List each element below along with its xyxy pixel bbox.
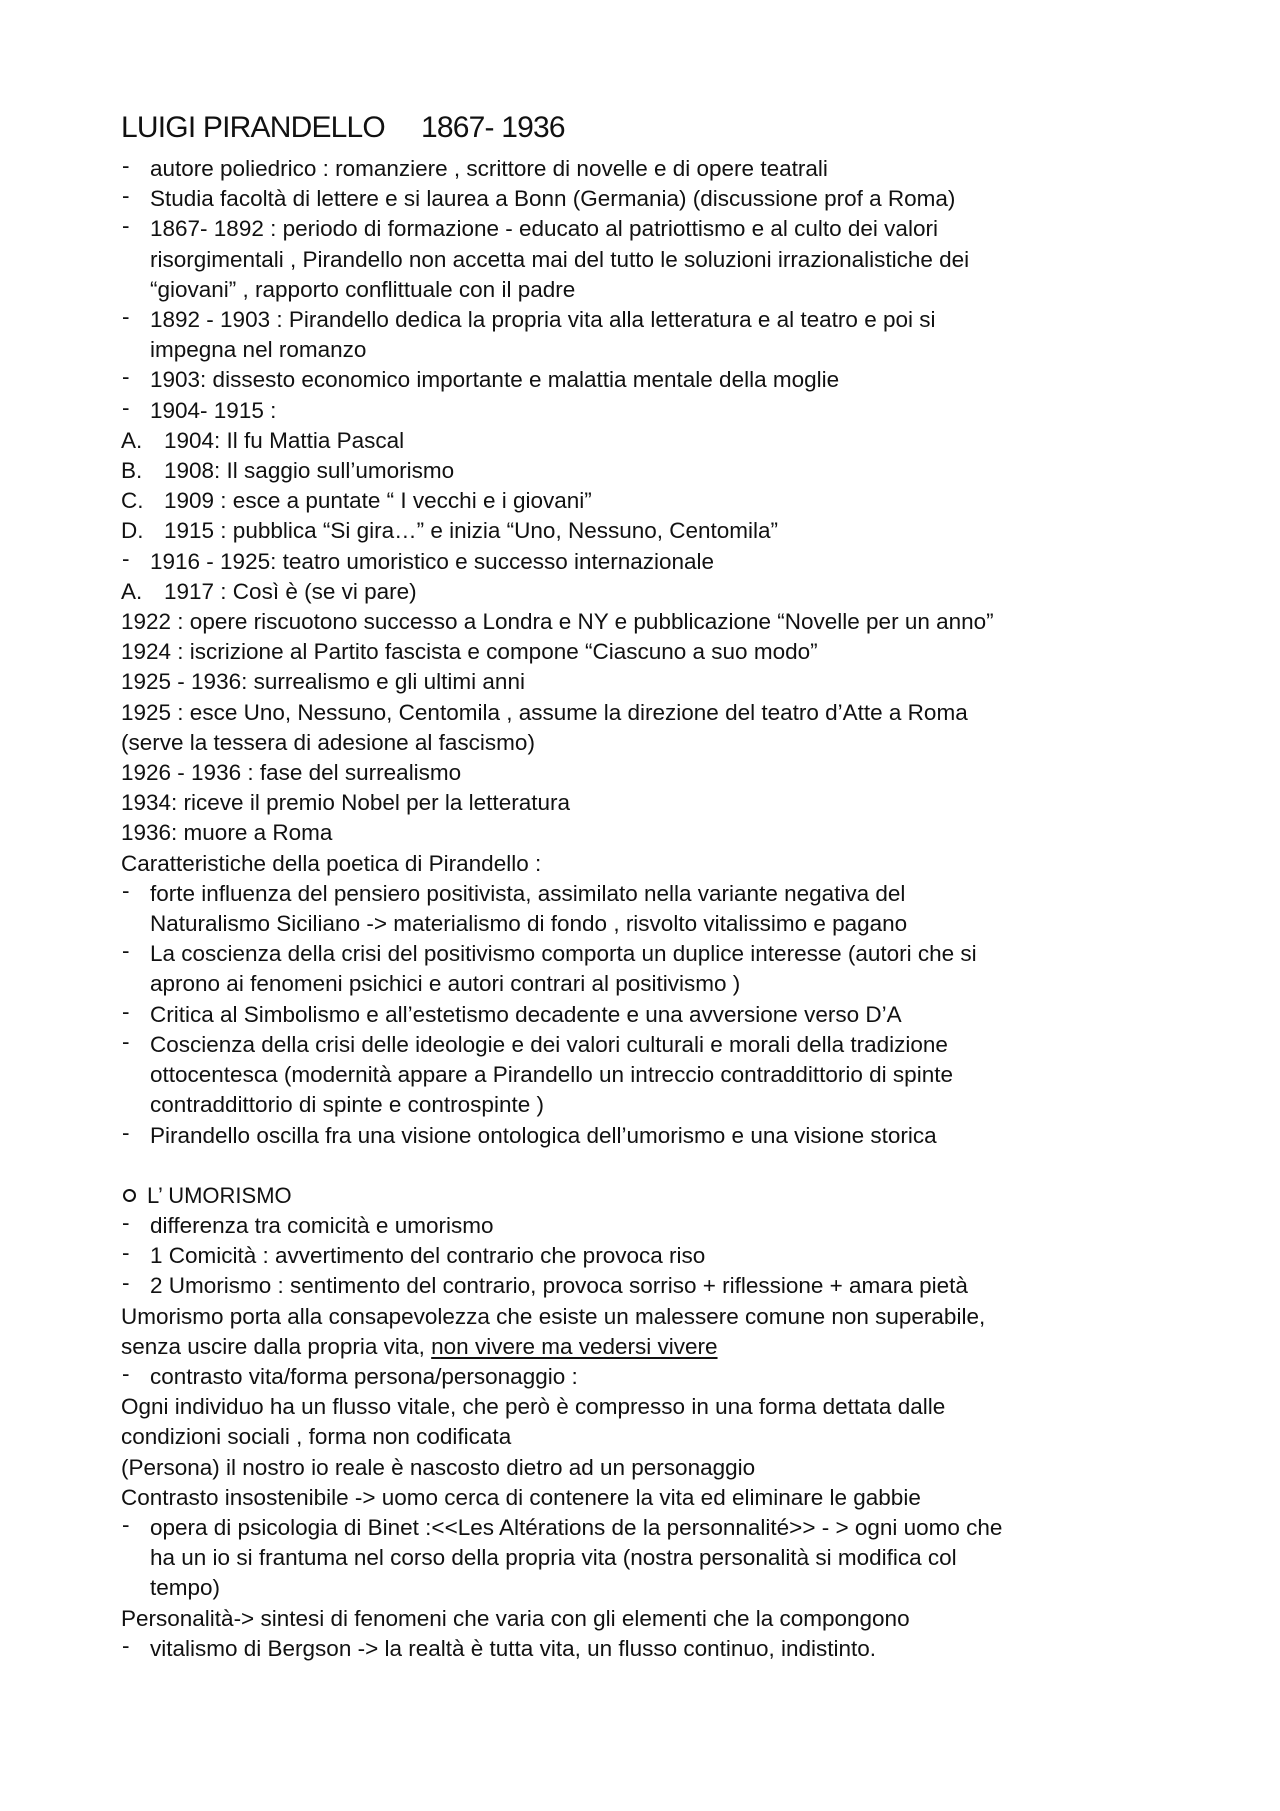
list-item-continuation: impegna nel romanzo <box>150 337 367 363</box>
list-item: - Coscienza della crisi delle ideologie e dei valori culturali e morali della tradizione <box>122 1028 948 1057</box>
list-item: - La coscienza della crisi del positivismo comporta un duplice interesse (autori che si <box>122 938 977 967</box>
dash-bullet: - <box>122 1511 130 1537</box>
section-spacer <box>121 1151 1181 1181</box>
dash-bullet: - <box>122 1360 130 1386</box>
dash-bullet: - <box>122 1240 130 1266</box>
list-item: - differenza tra comicità e umorismo <box>122 1209 494 1238</box>
list-item-continuation: ottocentesca (modernità appare a Pirandello un intreccio contraddittorio di spinte <box>150 1062 953 1088</box>
list-item: - Critica al Simbolismo e all’estetismo decadente e una avversione verso D’A <box>122 998 902 1027</box>
letter-marker: C. <box>121 488 144 514</box>
page-title <box>121 110 1181 146</box>
text-line: Umorismo porta alla consapevolezza che esiste un malessere comune non superabile, <box>121 1303 986 1329</box>
dash-bullet: - <box>122 394 130 420</box>
list-item: - Pirandello oscilla fra una visione ontologica dell’umorismo e una visione storica <box>122 1119 937 1148</box>
text-line: 1936: muore a Roma <box>121 820 333 846</box>
text-line: 1924 : iscrizione al Partito fascista e compone “Ciascuno a suo modo” <box>121 639 818 665</box>
list-item: - 1867- 1892 : periodo di formazione - educato al patriottismo e al culto dei valori <box>122 213 938 242</box>
text-line: senza uscire dalla propria vita, non vivere ma vedersi vivere <box>121 1333 718 1359</box>
text-line: 1922 : opere riscuotono successo a Londra e NY e pubblicazione “Novelle per un anno” <box>121 609 994 635</box>
text-line: (serve la tessera di adesione al fascismo) <box>121 729 535 755</box>
list-item: - 1892 - 1903 : Pirandello dedica la propria vita alla letteratura e al teatro e poi si <box>122 304 936 333</box>
letter-marker: A. <box>121 578 143 604</box>
letter-marker: A. <box>121 427 143 453</box>
list-item: - opera di psicologia di Binet :<<Les Altérations de la personnalité>> - > ogni uomo che <box>122 1511 1003 1540</box>
list-item: - autore poliedrico : romanziere , scrittore di novelle e di opere teatrali <box>122 153 828 181</box>
list-item: - 1916 - 1925: teatro umoristico e successo internazionale <box>122 545 715 574</box>
text-line: 1925 - 1936: surrealismo e gli ultimi anni <box>121 669 525 695</box>
dash-bullet: - <box>122 938 130 964</box>
lettered-item: B. 1908: Il saggio sull’umorismo <box>121 456 1181 486</box>
dash-bullet: - <box>122 364 130 390</box>
section-heading: L’ UMORISMO <box>121 1181 1181 1211</box>
lettered-item: A. 1917 : Così è (se vi pare) <box>121 577 1181 607</box>
list-item: - forte influenza del pensiero positivista, assimilato nella variante negativa del <box>122 877 906 906</box>
dash-bullet: - <box>122 183 130 209</box>
dash-bullet: - <box>122 545 130 571</box>
list-item-continuation: aprono ai fenomeni psichici e autori contrari al positivismo ) <box>150 971 741 997</box>
text-line: condizioni sociali , forma non codificata <box>121 1424 512 1450</box>
text-line: 1925 : esce Uno, Nessuno, Centomila , assume la direzione del teatro d’Atte a Roma <box>121 699 968 725</box>
dash-bullet: - <box>122 153 130 178</box>
underlined-phrase: non vivere ma vedersi vivere <box>431 1333 718 1359</box>
dash-bullet: - <box>122 877 130 903</box>
dash-bullet: - <box>122 998 130 1024</box>
circle-bullet-icon <box>123 1189 136 1202</box>
dash-bullet: - <box>122 1119 130 1145</box>
list-item: - 1 Comicità : avvertimento del contrario che provoca riso <box>122 1240 706 1269</box>
letter-marker: B. <box>121 458 143 484</box>
lettered-item: A. 1904: Il fu Mattia Pascal <box>121 426 1181 456</box>
dash-bullet: - <box>122 1270 130 1296</box>
text-line: Contrasto insostenibile -> uomo cerca di contenere la vita ed eliminare le gabbie <box>121 1484 921 1510</box>
title-name: LUIGI PIRANDELLO <box>121 111 385 144</box>
list-item: - 1903: dissesto economico importante e malattia mentale della moglie <box>122 364 840 393</box>
list-item-continuation: tempo) <box>150 1575 221 1601</box>
dash-bullet: - <box>122 1028 130 1054</box>
list-item-continuation: Naturalismo Siciliano -> materialismo di fondo , risvolto vitalissimo e pagano <box>150 911 908 937</box>
list-item: - contrasto vita/forma persona/personaggio : <box>122 1360 578 1389</box>
dash-bullet: - <box>122 1632 130 1658</box>
dash-bullet: - <box>122 304 130 330</box>
list-item: - 2 Umorismo : sentimento del contrario, provoca sorriso + riflessione + amara pietà <box>122 1270 968 1299</box>
document-page <box>121 110 1181 1664</box>
list-item-continuation: “giovani” , rapporto conflittuale con il padre <box>150 276 576 302</box>
list-item: - 1904- 1915 : <box>122 394 277 423</box>
list-item-continuation: risorgimentali , Pirandello non accetta mai del tutto le soluzioni irrazionalistiche dei <box>150 246 970 272</box>
list-item: - Studia facoltà di lettere e si laurea a Bonn (Germania) (discussione prof a Roma) <box>122 183 956 212</box>
text-line: Personalità-> sintesi di fenomeni che varia con gli elementi che la compongono <box>121 1605 910 1631</box>
text-line: Ogni individuo ha un flusso vitale, che però è compresso in una forma dettata dalle <box>121 1394 946 1420</box>
dash-bullet: - <box>122 213 130 239</box>
text-line: (Persona) il nostro io reale è nascosto dietro ad un personaggio <box>121 1454 756 1480</box>
list-item-continuation: ha un io si frantuma nel corso della propria vita (nostra personalità si modifica col <box>150 1545 957 1571</box>
list-item: - vitalismo di Bergson -> la realtà è tutta vita, un flusso continuo, indistinto. <box>122 1632 877 1661</box>
text-line: 1926 - 1936 : fase del surrealismo <box>121 760 462 786</box>
list-item-continuation: contraddittorio di spinte e controspinte ) <box>150 1092 544 1118</box>
title-years: 1867- 1936 <box>420 111 565 144</box>
lettered-item: C. 1909 : esce a puntate “ I vecchi e i giovani” <box>121 486 1181 516</box>
lettered-item: D. 1915 : pubblica “Si gira…” e inizia “Uno, Nessuno, Centomila” <box>121 516 1181 546</box>
letter-marker: D. <box>121 518 144 544</box>
dash-bullet: - <box>122 1209 130 1235</box>
text-line: 1934: riceve il premio Nobel per la letteratura <box>121 790 570 816</box>
text-line: Caratteristiche della poetica di Pirandello : <box>121 850 542 876</box>
